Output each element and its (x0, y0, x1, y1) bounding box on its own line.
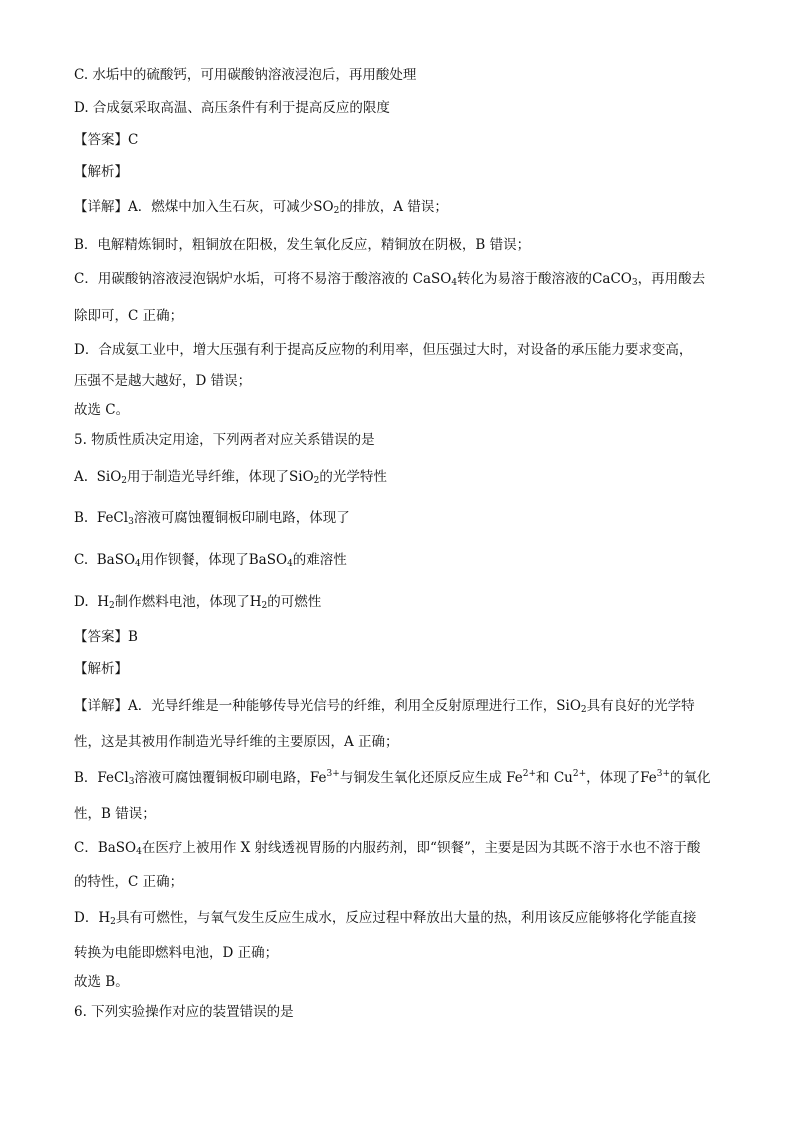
question-6-stem: 6. 下列实验操作对应的装置错误的是 (74, 1004, 294, 1020)
conclusion-q4: 故选 C。 (74, 402, 130, 418)
option-c-previous: C. 水垢中的硫酸钙，可用碳酸钠溶液浸泡后，再用酸处理 (74, 67, 417, 83)
analysis-q4-c-line1: C．用碳酸钠溶液浸泡锅炉水垢，可将不易溶于酸溶液的 CaSO$_4$转化为易溶于酸溶液的CaCO$_3$，再用酸去 (74, 271, 706, 288)
answer-label-q5: 【答案】B (74, 629, 138, 645)
question-5-option-c: C. BaSO$_4$用作钡餐，体现了BaSO$_4$的难溶性 (74, 552, 347, 569)
analysis-q5-c-line1: C．BaSO$_4$在医疗上被用作 X 射线透视胃肠的内服药剂，即“钡餐”，主要是因为其既不溶于水也不溶于酸 (74, 840, 701, 857)
analysis-q5-a-line1: 【详解】A．光导纤维是一种能够传导光信号的纤维，利用全反射原理进行工作，SiO$_2$具有良好的光学特 (74, 698, 695, 715)
analysis-q4-b: B．电解精炼铜时，粗铜放在阳极，发生氧化反应，精铜放在阴极，B 错误； (74, 237, 531, 253)
question-5-option-d: D. $H_2$制作燃料电池，体现了$H_2$的可燃性 (74, 594, 322, 611)
question-5-option-b: B. FeCl$_3$溶液可腐蚀覆铜板印刷电路，体现了 (74, 510, 350, 527)
conclusion-q5: 故选 B。 (74, 974, 129, 990)
question-5-option-a: A. SiO$_2$用于制造光导纤维，体现了SiO$_2$的光学特性 (74, 469, 387, 486)
answer-label-q4: 【答案】C (74, 132, 139, 148)
option-d-previous: D. 合成氨采取高温、高压条件有利于提高反应的限度 (74, 100, 390, 116)
analysis-q4-d-line2: 压强不是越大越好，D 错误； (74, 373, 252, 389)
analysis-q5-a-line2: 性，这是其被用作制造光导纤维的主要原因，A 正确； (74, 734, 399, 750)
analysis-q4-a: 【详解】A．燃煤中加入生石灰，可减少$SO_2$的排放，A 错误； (74, 199, 448, 216)
analysis-q4-c-line2: 除即可，C 正确； (74, 308, 184, 324)
analysis-label-q4: 【解析】 (74, 164, 128, 180)
analysis-q4-d-line1: D．合成氨工业中，增大压强有利于提高反应物的利用率，但压强过大时，对设备的承压能力要求变高， (74, 342, 693, 358)
analysis-label-q5: 【解析】 (74, 661, 128, 677)
analysis-q5-b-line2: 性，B 错误； (74, 806, 156, 822)
question-5-stem: 5. 物质性质决定用途，下列两者对应关系错误的是 (74, 432, 375, 448)
analysis-q5-d-line1: D．$H_2$具有可燃性，与氧气发生反应生成水，反应过程中释放出大量的热，利用该反应能够将化学能直接 (74, 910, 697, 927)
analysis-q5-c-line2: 的特性，C 正确； (74, 874, 184, 890)
analysis-q5-b-line1: B．FeCl$_3$溶液可腐蚀覆铜板印刷电路，$Fe^{3+}$与铜发生氧化还原反应生成 $Fe^{2+}$和 $Cu^{2+}$，体现了$Fe^{3+}$的氧化 (74, 769, 711, 787)
analysis-q5-d-line2: 转换为电能即燃料电池，D 正确； (74, 945, 279, 961)
